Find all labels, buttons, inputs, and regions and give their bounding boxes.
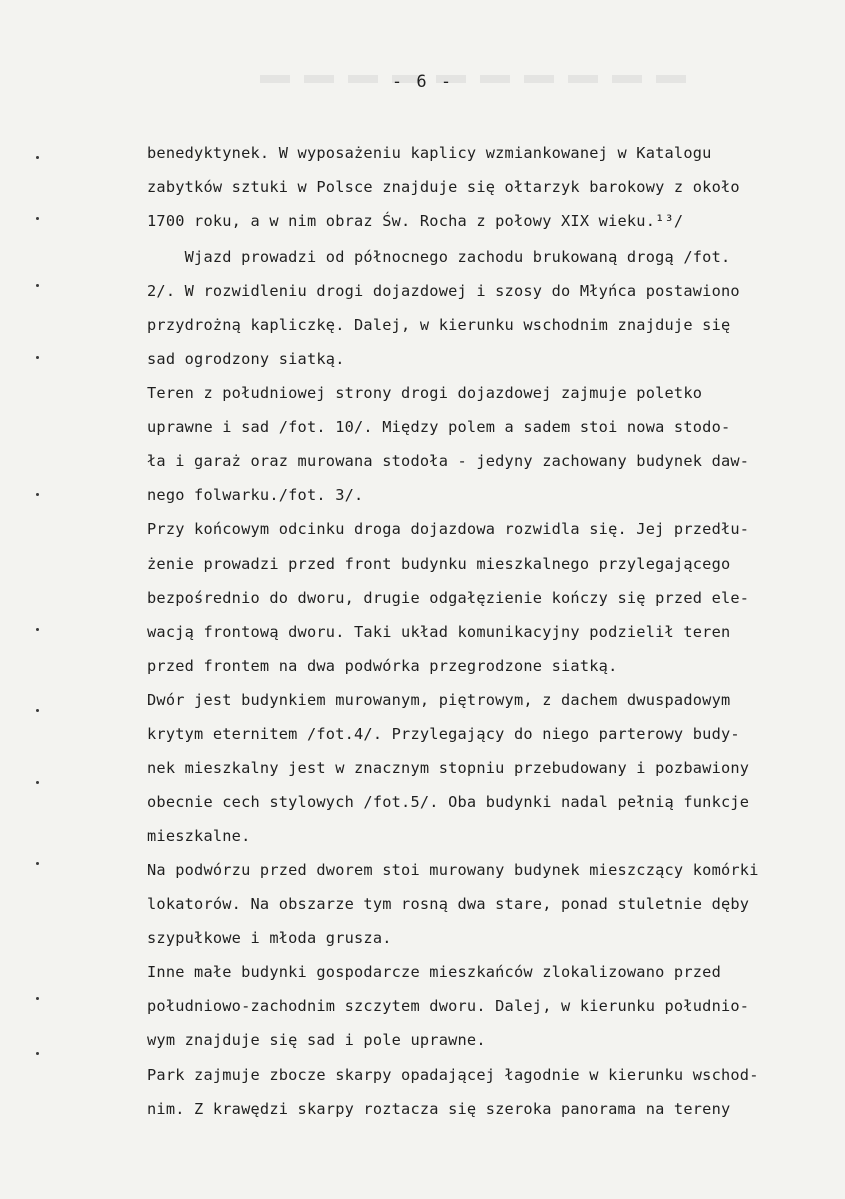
- text-line: bezpośrednio do dworu, drugie odgałęzienie kończy się przed ele-: [147, 589, 750, 607]
- text-line: wym znajduje się sad i pole uprawne.: [147, 1031, 486, 1049]
- text-line: Przy końcowym odcinku droga dojazdowa rozwidla się. Jej przedłu-: [147, 520, 750, 538]
- text-line: nim. Z krawędzi skarpy roztacza się szeroka panorama na tereny: [147, 1100, 731, 1118]
- margin-dot: [36, 493, 39, 496]
- margin-dot: [36, 709, 39, 712]
- page-number: - 6 -: [391, 72, 454, 92]
- margin-dot: [36, 217, 39, 220]
- text-line: szypułkowe i młoda grusza.: [147, 929, 392, 947]
- text-line: zabytków sztuki w Polsce znajduje się ołtarzyk barokowy z około: [147, 178, 740, 196]
- text-line: Na podwórzu przed dworem stoi murowany budynek mieszczący komórki: [147, 861, 759, 879]
- margin-dot: [36, 1052, 39, 1055]
- text-line: Teren z południowej strony drogi dojazdowej zajmuje poletko: [147, 384, 703, 402]
- text-line: mieszkalne.: [147, 827, 251, 845]
- text-line: wacją frontową dworu. Taki układ komunikacyjny podzielił teren: [147, 623, 731, 641]
- text-line: lokatorów. Na obszarze tym rosną dwa stare, ponad stuletnie dęby: [147, 895, 750, 913]
- text-line: południowo-zachodnim szczytem dworu. Dalej, w kierunku południo-: [147, 997, 750, 1015]
- margin-dot: [36, 997, 39, 1000]
- text-line: sad ogrodzony siatką.: [147, 350, 345, 368]
- text-line: Dwór jest budynkiem murowanym, piętrowym, z dachem dwuspadowym: [147, 691, 731, 709]
- text-line: obecnie cech stylowych /fot.5/. Oba budynki nadal pełnią funkcje: [147, 793, 750, 811]
- text-line: 1700 roku, a w nim obraz Św. Rocha z połowy XIX wieku.¹³/: [147, 212, 684, 230]
- margin-dot: [36, 156, 39, 159]
- margin-dot: [36, 284, 39, 287]
- margin-dot: [36, 862, 39, 865]
- text-line: Wjazd prowadzi od północnego zachodu brukowaną drogą /fot.: [147, 248, 731, 266]
- text-line: krytym eternitem /fot.4/. Przylegający do niego parterowy budy-: [147, 725, 740, 743]
- margin-dot: [36, 356, 39, 359]
- text-line: przydrożną kapliczkę. Dalej, w kierunku wschodnim znajduje się: [147, 316, 731, 334]
- margin-dot: [36, 781, 39, 784]
- text-line: benedyktynek. W wyposażeniu kaplicy wzmiankowanej w Katalogu: [147, 144, 712, 162]
- text-line: ła i garaż oraz murowana stodoła - jedyny zachowany budynek daw-: [147, 452, 750, 470]
- margin-dot: [36, 628, 39, 631]
- text-line: uprawne i sad /fot. 10/. Między polem a sadem stoi nowa stodo-: [147, 418, 731, 436]
- text-line: przed frontem na dwa podwórka przegrodzone siatką.: [147, 657, 618, 675]
- text-line: żenie prowadzi przed front budynku mieszkalnego przylegającego: [147, 555, 731, 573]
- text-line: nek mieszkalny jest w znacznym stopniu przebudowany i pozbawiony: [147, 759, 750, 777]
- text-line: 2/. W rozwidleniu drogi dojazdowej i szosy do Młyńca postawiono: [147, 282, 740, 300]
- text-line: nego folwarku./fot. 3/.: [147, 486, 364, 504]
- text-line: Inne małe budynki gospodarcze mieszkańców zlokalizowano przed: [147, 963, 721, 981]
- text-line: Park zajmuje zbocze skarpy opadającej łagodnie w kierunku wschod-: [147, 1066, 759, 1084]
